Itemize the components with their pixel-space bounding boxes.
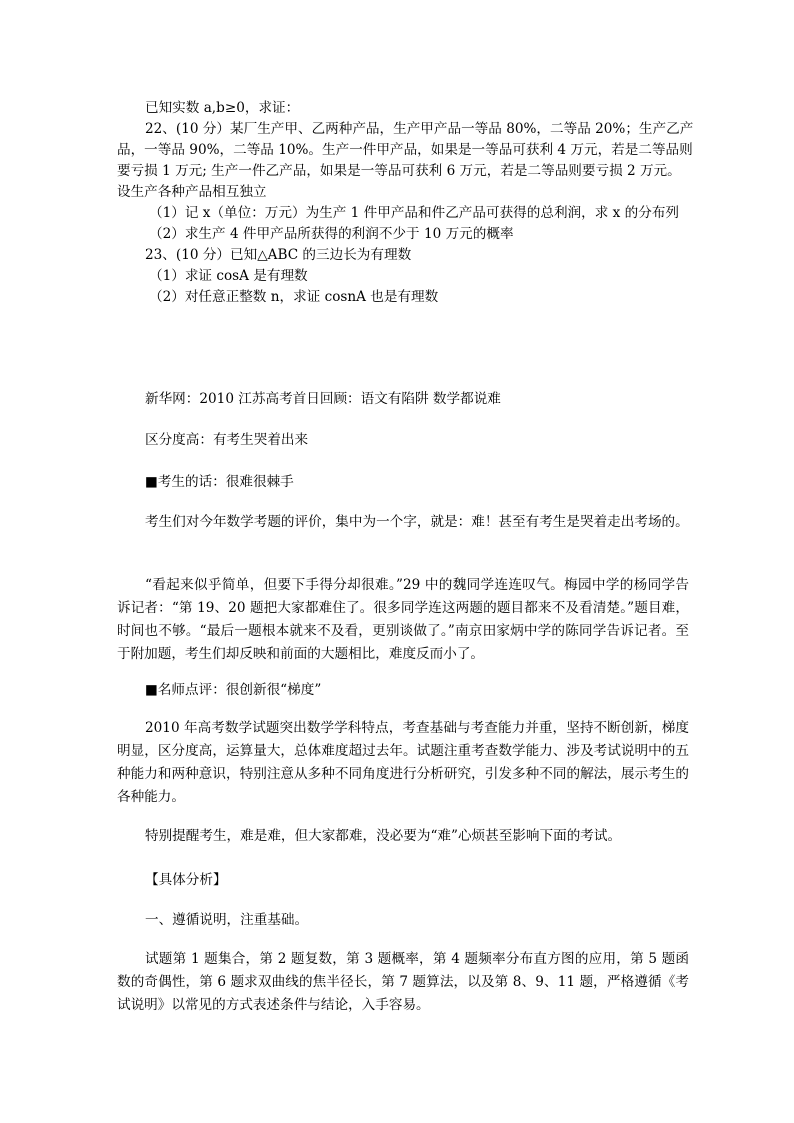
question-22-line-4: 设生产各种产品相互独立 <box>117 184 267 200</box>
point-1-title: 一、遵循说明，注重基础。 <box>145 912 309 928</box>
question-22-line-1: 22、(10 分）某厂生产甲、乙两种产品，生产甲产品一等品 80%，二等品 20%；生产乙产 <box>145 121 694 137</box>
question-22-line-3: 要亏损 1 万元; 生产一件乙产品，如果是一等品可获利 6 万元，若是二等品则要亏损 2 万元。 <box>117 163 681 179</box>
paragraph-3: 2010 年高考数学试题突出数学学科特点，考查基础与考查能力并重，坚持不断创新，梯度明显，区分度高，运算量大，总体难度超过去年。试题注重考查数学能力、涉及考试说明中的五种能力和两种意识，特别注意从多种不同角度进行分析研究，引发多种不同的解法，展示考生的各种能力。 <box>117 720 689 805</box>
problem-intro: 已知实数 a,b≥0，求证： <box>145 100 300 116</box>
question-22-part-1: （1）记 x（单位：万元）为生产 1 件甲产品和件乙产品可获得的总利润，求 x 的分布列 <box>149 205 680 221</box>
question-23-part-2: （2）对任意正整数 n，求证 cosnA 也是有理数 <box>149 289 439 305</box>
article-subhead: 区分度高：有考生哭着出来 <box>145 432 309 448</box>
question-22-line-2: 品，一等品 90%，二等品 10%。生产一件甲产品，如果是一等品可获利 4 万元，若是二等品则 <box>117 142 693 158</box>
section-title-students: ■考生的话：很难很棘手 <box>145 474 294 490</box>
paragraph-1: 考生们对今年数学考题的评价，集中为一个字，就是：难！甚至有考生是哭着走出考场的。 <box>145 514 689 530</box>
article-headline: 新华网：2010 江苏高考首日回顾：语文有陷阱 数学都说难 <box>145 391 501 407</box>
question-23: 23、(10 分）已知△ABC 的三边长为有理数 <box>145 247 412 263</box>
section-title-teachers: ■名师点评：很创新很“梯度” <box>145 682 322 698</box>
paragraph-2: “看起来似乎简单，但要下手得分却很难。”29 中的魏同学连连叹气。梅园中学的杨同学告诉记者：“第 19、20 题把大家都难住了。很多同学连这两题的题目都来不及看清楚。”题目难，时间也不够。“最后一题根本就来不及看，更别谈做了。”南京田家炳中学的陈同学告诉记者。至于附加题，考生们却反映和前面的大题相比，难度反而小了。 <box>117 577 689 662</box>
problem-section <box>117 98 694 308</box>
analysis-title: 【具体分析】 <box>145 872 227 888</box>
paragraph-5: 试题第 1 题集合，第 2 题复数，第 3 题概率，第 4 题频率分布直方图的应用，第 5 题函数的奇偶性，第 6 题求双曲线的焦半径长，第 7 题算法，以及第 8、9、11 题，严格遵循《考试说明》以常见的方式表述条件与结论，入手容易。 <box>117 951 689 1013</box>
question-22-part-2: （2）求生产 4 件甲产品所获得的利润不少于 10 万元的概率 <box>149 226 514 242</box>
question-23-part-1: （1）求证 cosA 是有理数 <box>149 268 308 284</box>
paragraph-4: 特别提醒考生，难是难，但大家都难，没必要为“难”心烦甚至影响下面的考试。 <box>145 828 622 844</box>
